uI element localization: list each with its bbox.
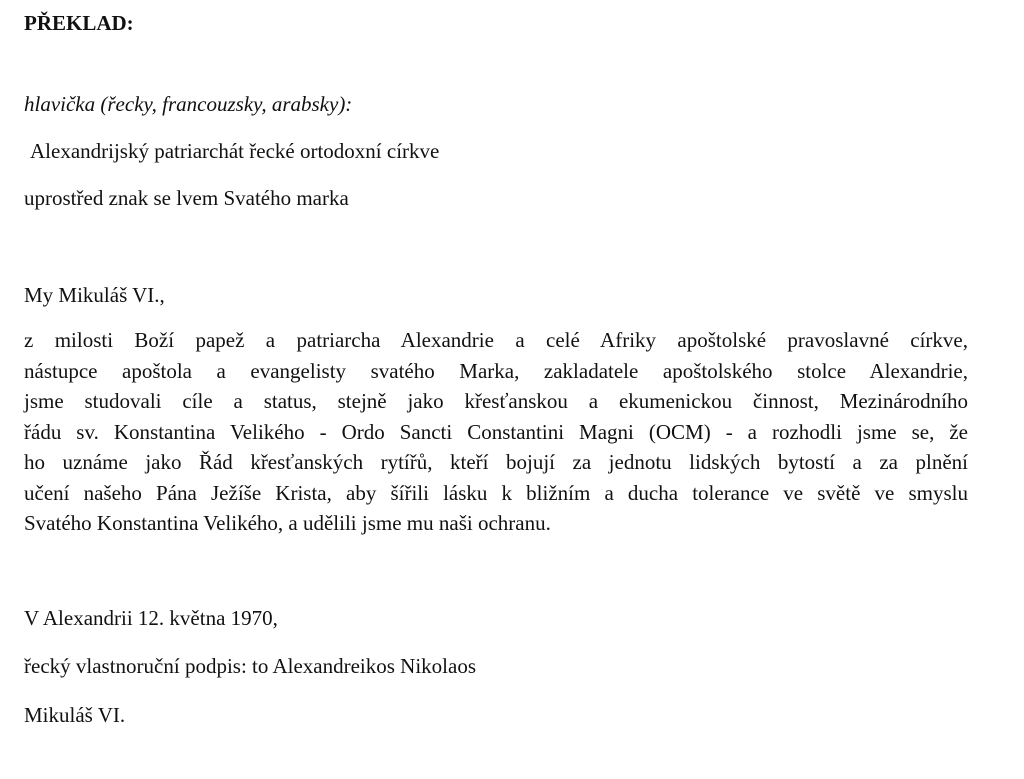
signature-note: řecký vlastnoruční podpis: to Alexandreikos Nikolaos bbox=[24, 654, 477, 678]
body-line-7: Svatého Konstantina Velikého, a udělili jsme mu naši ochranu. bbox=[24, 511, 551, 535]
addressee-line: My Mikuláš VI., bbox=[24, 283, 165, 307]
body-line-3: jsme studovali cíle a status, stejně jako křesťanskou a ekumenickou činnost, Mezinárodního bbox=[24, 389, 968, 413]
place-date-line: V Alexandrii 12. května 1970, bbox=[24, 606, 278, 630]
body-line-1: z milosti Boží papež a patriarcha Alexandrie a celé Afriky apoštolské pravoslavné církve, bbox=[24, 328, 968, 352]
body-line-5: ho uznáme jako Řád křesťanských rytířů, kteří bojují za jednotu lidských bytostí a za plnění bbox=[24, 450, 968, 474]
emblem-note: uprostřed znak se lvem Svatého marka bbox=[24, 186, 349, 210]
header-note: hlavička (řecky, francouzsky, arabsky): bbox=[24, 92, 353, 116]
body-paragraph bbox=[24, 325, 968, 539]
signer-name: Mikuláš VI. bbox=[24, 703, 126, 727]
document-title: PŘEKLAD: bbox=[24, 11, 134, 35]
patriarchate-line: Alexandrijský patriarchát řecké ortodoxní církve bbox=[30, 139, 440, 163]
body-line-6: učení našeho Pána Ježíše Krista, aby šířili lásku k bližním a ducha tolerance ve světě ve smyslu bbox=[24, 480, 968, 505]
body-line-2: nástupce apoštola a evangelisty svatého Marka, zakladatele apoštolského stolce Alexandrie, bbox=[24, 358, 968, 383]
body-line-4: řádu sv. Konstantina Velikého - Ordo Sancti Constantini Magni (OCM) - a rozhodli jsme se, že bbox=[24, 419, 968, 444]
